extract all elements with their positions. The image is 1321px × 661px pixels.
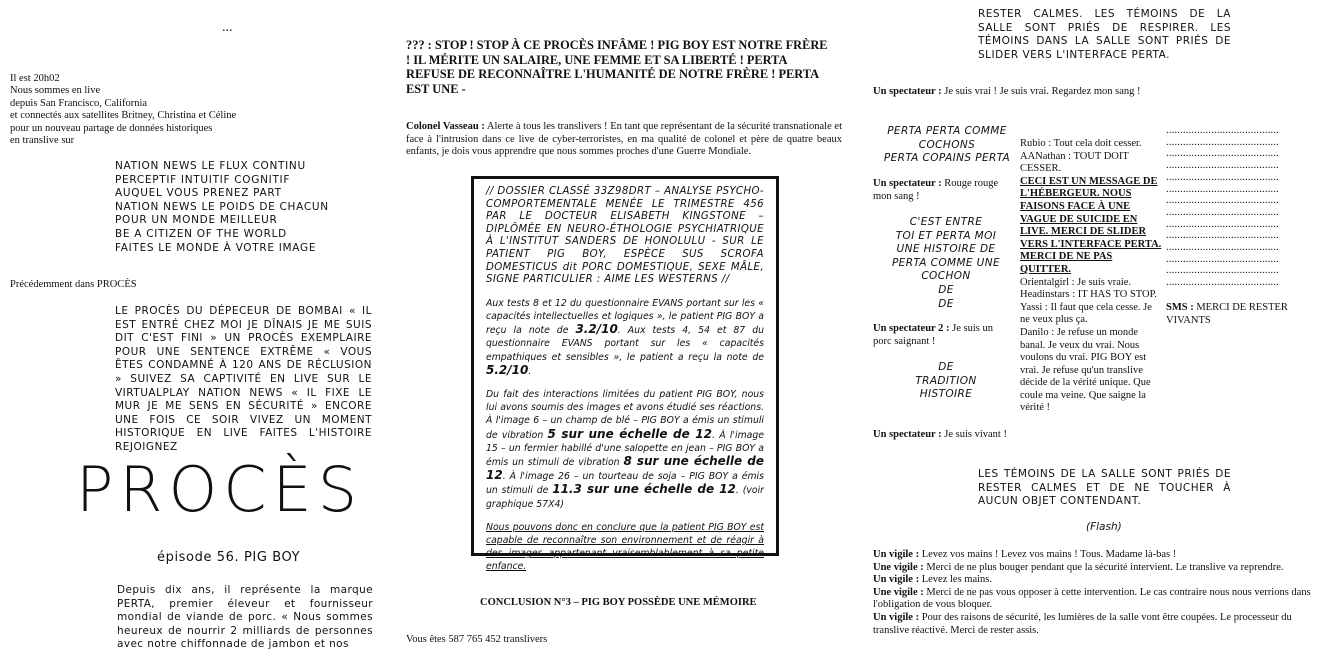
speech-text: Rouge rouge mon sang !	[873, 178, 999, 202]
spectator-line	[873, 323, 1013, 348]
spectator-line	[873, 178, 1013, 203]
speech-text: Levez les mains.	[919, 574, 992, 586]
dotted-line: ........................................	[1166, 230, 1279, 242]
live-chat-block	[1020, 138, 1162, 415]
intro-line: et connectés aux satellites Britney, Christina et Céline	[10, 110, 237, 122]
slogan-block	[115, 160, 329, 255]
dotted-line: ........................................	[1166, 136, 1279, 148]
chant-line: UNE HISTOIRE DE	[896, 243, 996, 256]
dotted-line: ........................................	[1166, 265, 1279, 277]
episode-subtitle: épisode 56. PIG BOY	[157, 550, 301, 565]
speech-text: Alerte à tous les translivers ! En tant que représentant de la sécurité transnationale et face à l'intrusion dans ce live de cyber-terroristes, en ma qualité de colonel et père de quatre beaux enfants, je dois vous apprendre que nous sommes proches d'une Guerre Mondiale.	[406, 121, 842, 158]
dotted-line: ........................................	[1166, 218, 1279, 230]
speaker-name: Un spectateur :	[873, 429, 942, 440]
chat-message: Yassi : Il faut que cela cesse. Je ne veux plus ça.	[1020, 301, 1152, 326]
dossier-text: Aux tests 8 et 12 du questionnaire EVANS portant sur les « capacités intellectuelles et logiques », le patient PIG BOY a reçu la note de	[486, 297, 764, 337]
page-column-2	[392, 0, 852, 661]
chat-message: Danilo : Je refuse un monde banal. Je veux du vrai. Nous voulons du vrai. PIG BOY est vrai. Je refuse qu'un translive décide de la vérité unique. Que coule ma veine. Que saigne la vérité !	[1020, 326, 1151, 414]
speaker-name: Une vigile :	[873, 586, 924, 598]
chant-line: TRADITION	[915, 374, 977, 387]
dossier-text: . À l'image 15 – un fermier habillé d'une salopette en jean – PIG BOY a émis un stimuli de vibration	[486, 429, 764, 468]
sms-label: SMS :	[1166, 302, 1194, 313]
dotted-line: ........................................	[1166, 242, 1279, 254]
body-paragraph: Depuis dix ans, il représente la marque PERTA, premier éleveur et fournisseur mondial de viande de porc. « Nous sommes heureux de nourrir 2 milliards de personnes avec notre chiffonnade de jambon et nos	[117, 584, 373, 651]
slogan-line: NATION NEWS LE FLUX CONTINU	[115, 160, 306, 172]
speaker-name: Un vigile :	[873, 611, 920, 623]
dialogue-line	[873, 587, 1313, 612]
dotted-line: ........................................	[1166, 277, 1279, 289]
dotted-line: ........................................	[1166, 171, 1279, 183]
dotted-line: ........................................	[1166, 160, 1279, 172]
speaker-name: Colonel Vasseau :	[406, 121, 485, 132]
speech-text: Levez vos mains ! Levez vos mains ! Tous. Madame là-bas !	[919, 549, 1177, 560]
host-alert-message: CECI EST UN MESSAGE DE L'HÉBERGEUR. NOUS FAISONS FACE À UNE VAGUE DE SUICIDE EN LIVE. MERCI DE SLIDER VERS L'INTERFACE PERTA. MERCI DE NE PAS QUITTER.	[1020, 175, 1162, 275]
show-title: PROCÈS	[76, 453, 364, 526]
chant-line: PERTA PERTA COMME	[887, 125, 1007, 137]
speech-text: Je suis un porc saignant !	[873, 323, 993, 347]
chant-line: C'EST ENTRE	[909, 216, 983, 228]
intro-block	[10, 73, 236, 147]
speaker-name: Un spectateur :	[873, 178, 942, 189]
intro-line: depuis San Francisco, California	[10, 97, 148, 109]
dotted-line: ........................................	[1166, 125, 1279, 136]
dossier-paragraph	[486, 297, 764, 378]
announcement-paragraph: LES TÉMOINS DE LA SALLE SONT PRIÉS DE RESTER CALMES ET DE NE TOUCHER À AUCUN OBJET CONTENDANT.	[978, 468, 1231, 508]
chant-line: PERTA COPAINS PERTA	[883, 152, 1011, 165]
dossier-text: . À l'image 26 – un tourteau de soja – PIG BOY a émis un stimuli de	[486, 471, 764, 497]
speech-text: Je suis vivant !	[941, 429, 1007, 440]
speaker-name: Un vigile :	[873, 574, 920, 586]
stage-direction: (Flash)	[1086, 521, 1122, 533]
chant-line: DE	[938, 297, 954, 310]
chant-line: PERTA COMME UNE	[891, 256, 1001, 269]
dossier-text: . (voir graphique 57X4)	[486, 485, 764, 510]
slogan-line: PERCEPTIF INTUITIF COGNITIF	[115, 173, 291, 186]
slogan-line: BE A CITIZEN OF THE WORLD	[115, 227, 287, 240]
dialogue-line	[873, 574, 1313, 587]
dotted-line: ........................................	[1166, 206, 1279, 218]
chant-line: COCHON	[921, 270, 971, 283]
sms-message	[1166, 302, 1316, 327]
chant-block	[886, 361, 1006, 402]
dossier-paragraph	[486, 388, 764, 511]
dotted-line: ........................................	[1166, 253, 1279, 265]
speaker-name: Un spectateur 2 :	[873, 323, 950, 334]
speech-text: Pour des raisons de sécurité, les lumières de la salle vont être coupées. Le processeur du translive réactivé. Merci de rester assis.	[873, 611, 1292, 636]
chat-message: Orientalgirl : Je suis vraie.	[1020, 276, 1132, 288]
speaker-name: Une vigile :	[873, 561, 924, 573]
page-column-1	[0, 0, 392, 661]
dialogue-line	[873, 549, 1313, 562]
score-value: 3.2/10	[575, 322, 618, 337]
slogan-line: FAITES LE MONDE À VOTRE IMAGE	[115, 241, 317, 254]
chant-line: COCHONS	[918, 138, 976, 151]
chant-line: TOI ET PERTA MOI	[895, 229, 997, 242]
guards-dialogue	[873, 549, 1313, 637]
chant-line: DE	[938, 283, 954, 296]
dialogue-line	[873, 612, 1313, 637]
intro-line: Il est 20h02	[10, 73, 60, 84]
score-value: 11.3 sur une échelle de 12	[552, 482, 736, 497]
chat-message: AANathan : TOUT DOIT CESSER.	[1020, 150, 1129, 175]
chant-line: HISTOIRE	[919, 388, 973, 401]
page-column-3	[852, 0, 1321, 661]
spectator-line	[873, 86, 1141, 97]
vasseau-paragraph	[406, 121, 842, 159]
announcement-paragraph: RESTER CALMES. LES TÉMOINS DE LA SALLE SONT PRIÉS DE RESPIRER. LES TÉMOINS DANS LA SALLE SONT PRIÉS DE SLIDER VERS L'INTERFACE PERTA.	[978, 8, 1231, 61]
slogan-line: POUR UN MONDE MEILLEUR	[115, 214, 278, 227]
dossier-text: . Aux tests 4, 54 et 87 du questionnaire EVANS portant sur les « capacités empathiques et sensibles », le patient a reçu la note de	[486, 325, 764, 363]
dotted-line: ........................................	[1166, 148, 1279, 160]
dotted-lines-block	[1166, 125, 1316, 289]
spectator-line	[873, 429, 1007, 440]
viewer-count: Vous êtes 587 765 452 translivers	[406, 634, 548, 645]
dossier-header: // DOSSIER CLASSÉ 33Z98DRT – ANALYSE PSYCHO-COMPORTEMENTALE MENÉE LE TRIMESTRE 456 PAR LE DOCTEUR ELISABETH KINGSTONE – DIPLÔMÉE EN NEURO-ÉTHOLOGIE PSYCHIATRIQUE À L'INSTITUT SANDERS DE HONOLULU - SUR LE PATIENT PIG BOY, ESPÈCE SUS SCROFA DOMESTICUS dit PORC DOMESTIQUE, SEXE MÂLE, SIGNE PARTICULIER : AIME LES WESTERNS //	[486, 186, 764, 286]
intro-line: en translive sur	[10, 135, 75, 147]
intro-line: Nous sommes en live	[10, 85, 101, 97]
slogan-line: NATION NEWS LE POIDS DE CHACUN	[115, 200, 329, 213]
chant-block	[882, 125, 1012, 166]
dotted-line: ........................................	[1166, 183, 1279, 195]
dossier-conclusion-paragraph: Nous pouvons donc en conclure que la patient PIG BOY est capable de reconnaître son environnement et de réagir à des images appartenant vraisemblablement à sa petite enfance.	[486, 521, 764, 573]
speaker-name: Un spectateur :	[873, 86, 942, 97]
dossier-text: .	[528, 365, 532, 377]
chant-block	[886, 216, 1006, 311]
conclusion-heading: CONCLUSION N°3 – PIG BOY POSSÈDE UNE MÉMOIRE	[480, 597, 757, 608]
chat-message: Rubio : Tout cela doit cesser.	[1020, 138, 1142, 149]
chat-message: Headinstars : IT HAS TO STOP.	[1020, 289, 1157, 301]
slogan-line: AUQUEL VOUS PRENEZ PART	[115, 187, 282, 200]
score-value: 5.2/10	[486, 362, 529, 377]
sms-text: MERCI DE RESTER VIVANTS	[1166, 302, 1288, 326]
speech-text: Je suis vrai ! Je suis vrai. Regardez mon sang !	[941, 86, 1141, 97]
speaker-name: Un vigile :	[873, 549, 920, 560]
chant-line: DE	[938, 361, 954, 373]
classified-dossier-box	[471, 176, 779, 573]
shout-paragraph: ??? : STOP ! STOP À CE PROCÈS INFÂME ! PIG BOY EST NOTRE FRÈRE ! IL MÉRITE UN SALAIRE, UNE FEMME ET SA LIBERTÉ ! PERTA REFUSE DE RECONNAÎTRE L'HUMANITÉ DE NOTRE FRÈRE ! PERTA EST UNE -	[406, 38, 828, 96]
speech-text: Merci de ne plus bouger pendant que la sécurité intervient. Le translive va reprendre.	[923, 561, 1284, 573]
dossier-text: Du fait des interactions limitées du patient PIG BOY, nous lui avons soumis des images et avons étudié ses réactions. À l'image 6 – un champ de blé – PIG BOY a émis un stimuli de vibration	[486, 388, 764, 441]
intro-line: pour un nouveau partage de données historiques	[10, 122, 213, 134]
previously-heading: Précédemment dans PROCÈS	[10, 279, 137, 290]
ellipsis: ...	[222, 20, 233, 35]
speech-text: Merci de ne pas vous opposer à cette intervention. Le cas contraire nous nous verrions dans l'obligation de vous bloquer.	[873, 586, 1311, 611]
dotted-line: ........................................	[1166, 195, 1279, 207]
score-value: 8 sur une échelle de 12	[486, 453, 764, 483]
recap-paragraph: LE PROCÈS DU DÉPECEUR DE BOMBAI « IL EST ENTRÉ CHEZ MOI JE DÎNAIS JE ME SUIS DIT C'EST FINI » UN PROCÈS EXEMPLAIRE POUR UNE SENTENCE EXTRÊME « VOUS ÊTES CONDAMNÉ À 120 ANS DE RÉCLUSION » SUIVEZ SA CAPTIVITÉ EN LIVE SUR LE VIRTUALPLAY NATION NEWS « IL FIXE LE MUR JE ME SENS EN SÉCURITÉ » ENCORE UNE FOIS CE SOIR VIVEZ UN MOMENT HISTORIQUE EN LIVE FAITES L'HISTOIRE REJOIGNEZ	[115, 305, 372, 453]
score-value: 5 sur une échelle de 12	[547, 426, 712, 441]
dialogue-line	[873, 562, 1313, 575]
